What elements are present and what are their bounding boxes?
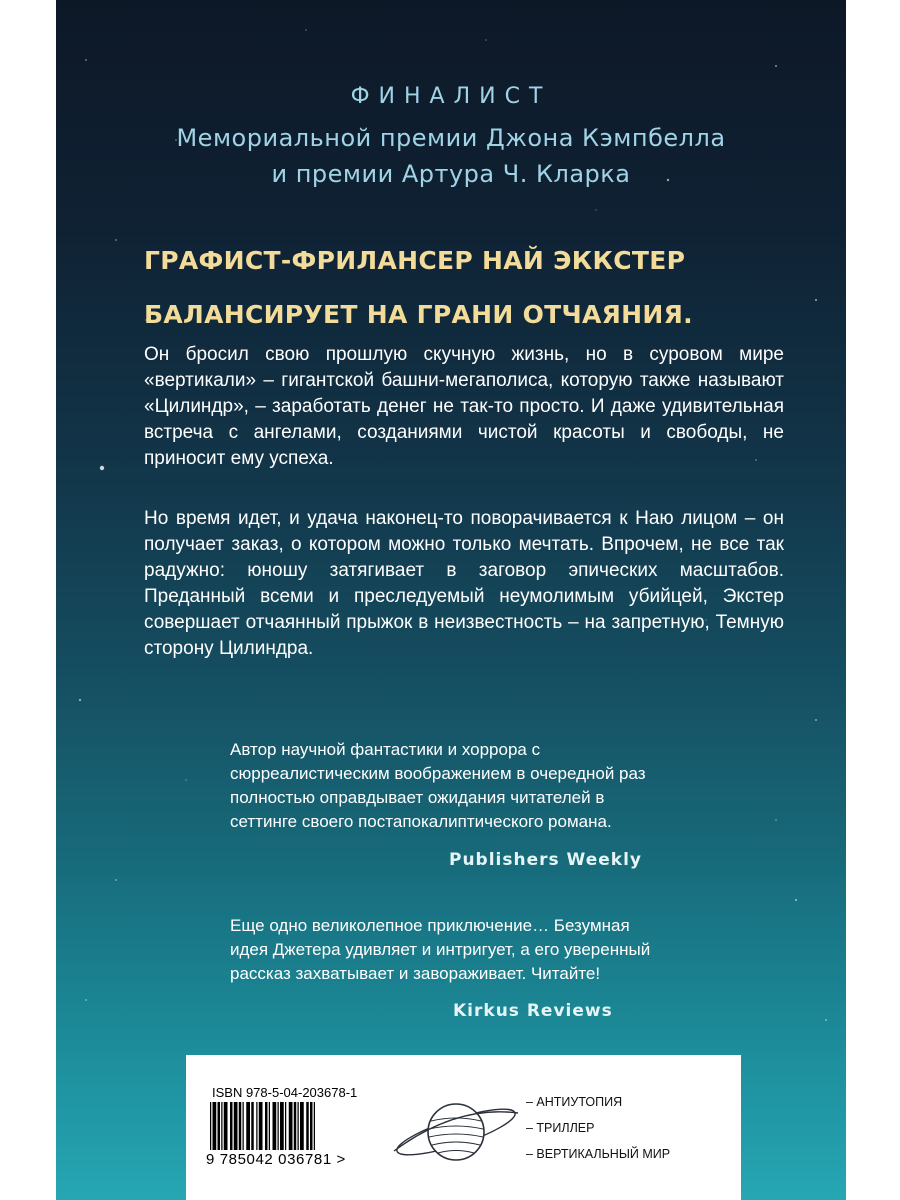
back-cover	[56, 0, 846, 1200]
barcode-bar	[300, 1102, 304, 1150]
barcode-bar	[314, 1102, 315, 1150]
barcode	[208, 1102, 378, 1150]
barcode-bar	[218, 1102, 221, 1150]
genre-list	[526, 1089, 670, 1167]
barcode-bar	[273, 1102, 277, 1150]
award-block	[56, 82, 846, 192]
headline-line-2: БАЛАНСИРУЕТ НА ГРАНИ ОТЧАЯНИЯ.	[144, 300, 693, 329]
headline	[144, 234, 784, 342]
barcode-panel	[186, 1055, 741, 1200]
barcode-bar	[234, 1102, 238, 1150]
saturn-planet-icon	[391, 1085, 521, 1175]
barcode-bar	[243, 1102, 244, 1150]
award-line-2: и премии Артура Ч. Кларка	[271, 160, 631, 188]
award-line-1: Мемориальной премии Джона Кэмпбелла	[176, 124, 726, 152]
barcode-bar	[221, 1102, 222, 1150]
review-quote-1: Автор научной фантастики и хоррора с сюрреалистическим воображением в очередной раз полностью оправдывает ожидания читателей в сеттинге своего постапокалиптического романа.	[230, 740, 646, 831]
barcode-bar	[239, 1102, 242, 1150]
barcode-bar	[278, 1102, 279, 1150]
barcode-bar	[230, 1102, 233, 1150]
isbn-label: ISBN 978-5-04-203678-1	[212, 1085, 358, 1100]
review-source-1: Publishers Weekly	[449, 850, 642, 870]
barcode-bar	[259, 1102, 263, 1150]
barcode-digits: 9 785042 036781 >	[206, 1151, 346, 1168]
barcode-bar	[246, 1102, 250, 1150]
barcode-bar	[210, 1102, 211, 1150]
barcode-bar	[265, 1102, 268, 1150]
barcode-bar	[251, 1102, 254, 1150]
barcode-bar	[224, 1102, 228, 1150]
barcode-bar	[213, 1102, 217, 1150]
barcode-bar	[269, 1102, 270, 1150]
review-source-2: Kirkus Reviews	[453, 1001, 613, 1021]
barcode-bar	[306, 1102, 309, 1150]
genre-item: – ТРИЛЛЕР	[526, 1121, 595, 1135]
genre-item: – АНТИУТОПИЯ	[526, 1095, 623, 1109]
barcode-bar	[285, 1102, 286, 1150]
genre-item: – ВЕРТИКАЛЬНЫЙ МИР	[526, 1147, 671, 1161]
barcode-bar	[280, 1102, 284, 1150]
barcode-bar	[310, 1102, 313, 1150]
review-quote-2: Еще одно великолепное приключение… Безумная идея Джетера удивляет и интригует, а его уверенный рассказ захватывает и завораживает. Читайте!	[230, 916, 651, 983]
finalist-label: ФИНАЛИСТ	[350, 84, 552, 109]
headline-line-1: ГРАФИСТ-ФРИЛАНСЕР НАЙ ЭККСТЕР	[144, 246, 686, 275]
barcode-bar	[289, 1102, 293, 1150]
synopsis-paragraph-2: Но время идет, и удача наконец-то поворачивается к Наю лицом – он получает заказ, о котором можно только мечтать. Впрочем, не все так радужно: юношу затягивает в заговор эпических масштабов. Преданный всеми и преследуемый неумолимым убийцей, Экстер совершает отчаянный прыжок в неизвестность – на запретную, Темную сторону Цилиндра.	[144, 508, 784, 659]
barcode-bar	[298, 1102, 299, 1150]
barcode-bar	[294, 1102, 297, 1150]
barcode-bar	[256, 1102, 257, 1150]
synopsis-paragraph-1: Он бросил свою прошлую скучную жизнь, но в суровом мире «вертикали» – гигантской башни-мегаполиса, которую также называют «Цилиндр», – заработать денег не так-то просто. И даже удивительная встреча с ангелами, созданиями чистой красоты и свободы, не приносит ему успеха.	[144, 344, 784, 469]
